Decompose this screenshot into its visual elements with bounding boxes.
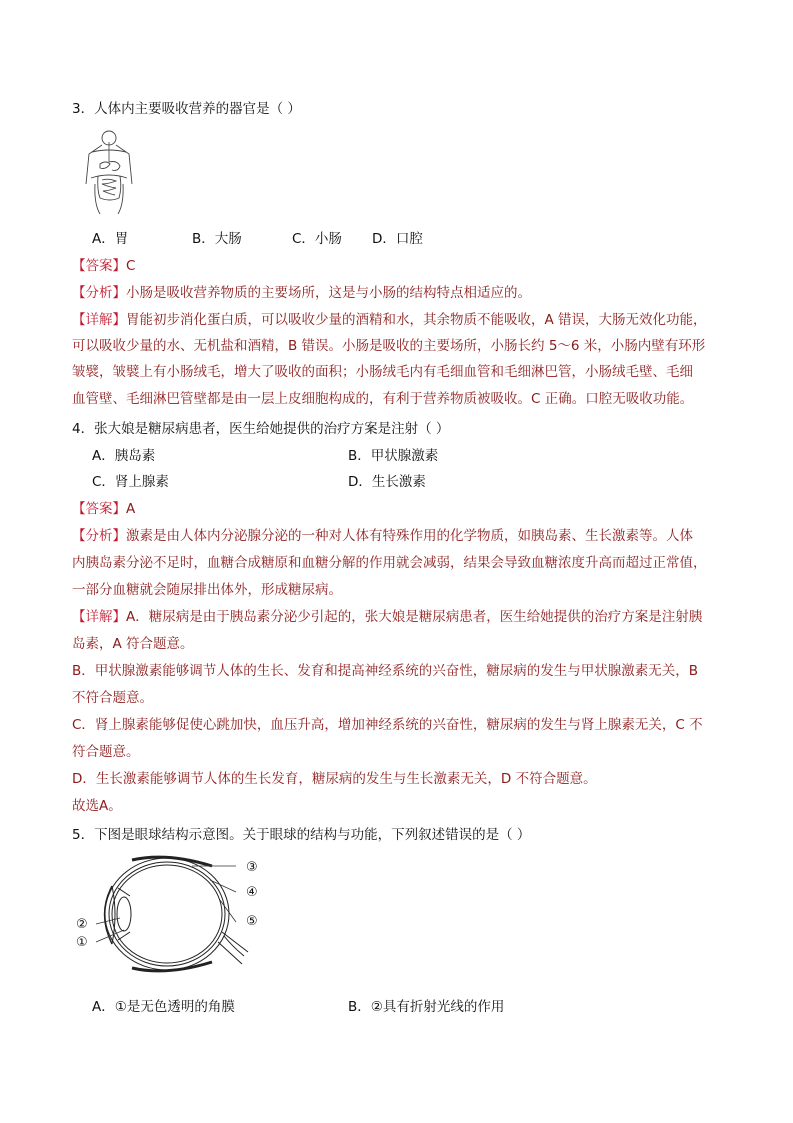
label-4: ④ — [246, 885, 258, 900]
q4-analysis-line-3: 一部分血糖就会随尿排出体外，形成糖尿病。 — [72, 582, 342, 598]
q4-analysis-line-1 — [72, 526, 693, 546]
q3-detail-line-1 — [72, 310, 707, 330]
q4-detail-line-7: D．生长激素能够调节人体的生长发育，糖尿病的发生与生长激素无关，D 不符合题意。 — [72, 771, 597, 787]
question-3-stem: 3．人体内主要吸收营养的器官是（ ） — [72, 101, 301, 117]
q4-detail-line-6: 符合题意。 — [72, 744, 140, 760]
question-4-stem: 4．张大娘是糖尿病患者，医生给她提供的治疗方案是注射（ ） — [72, 421, 450, 437]
question-5-stem: 5．下图是眼球结构示意图。关于眼球的结构与功能，下列叙述错误的是（ ） — [72, 827, 531, 843]
q3-detail-line-4: 血管壁、毛细淋巴管壁都是由一层上皮细胞构成的，有利于营养物质被吸收。C 正确。口腔无吸收功能。 — [72, 391, 694, 407]
q4-option-d: D．生长激素 — [348, 474, 426, 490]
q4-detail-line-1 — [72, 607, 702, 627]
eyeball-diagram — [72, 852, 272, 980]
q4-analysis-text-1: 激素是由人体内分泌腺分泌的一种对人体有特殊作用的化学物质，如胰岛素、生长激素等。人体 — [126, 528, 693, 544]
label-1: ① — [76, 935, 88, 950]
q4-analysis-line-2: 内胰岛素分泌不足时，血糖合成糖原和血糖分解的作用就会减弱，结果会导致血糖浓度升高而超过正常值， — [72, 555, 707, 571]
q4-answer-line — [72, 499, 135, 519]
answer-tag: 【答案】 — [72, 258, 126, 274]
q4-detail-line-4: 不符合题意。 — [72, 690, 153, 706]
q5-option-b: B．②具有折射光线的作用 — [348, 999, 505, 1015]
q3-option-c: C．小肠 — [292, 231, 342, 247]
q3-answer: C — [126, 258, 136, 274]
q4-detail-line-2: 岛素，A 符合题意。 — [72, 636, 194, 652]
analysis-tag: 【分析】 — [72, 528, 126, 544]
q4-detail-line-5: C．肾上腺素能够促使心跳加快，血压升高，增加神经系统的兴奋性，糖尿病的发生与肾上腺素无关，C 不 — [72, 717, 703, 733]
q4-option-c: C．肾上腺素 — [92, 474, 169, 490]
answer-tag: 【答案】 — [72, 501, 126, 517]
q3-answer-line — [72, 256, 135, 276]
q4-detail-line-3: B．甲状腺激素能够调节人体的生长、发育和提高神经系统的兴奋性，糖尿病的发生与甲状腺激素无关，B — [72, 663, 699, 679]
q3-option-b: B．大肠 — [192, 231, 242, 247]
q3-option-d: D．口腔 — [372, 231, 423, 247]
q3-detail-line-2: 可以吸收少量的水、无机盐和酒精，B 错误。小肠是吸收的主要场所，小肠长约 5～6 米，小肠内壁有环形 — [72, 338, 706, 354]
q3-analysis-line — [72, 283, 531, 303]
q5-option-a: A．①是无色透明的角膜 — [92, 999, 235, 1015]
label-3: ③ — [246, 860, 258, 875]
q4-detail-text-1: A．糖尿病是由于胰岛素分泌少引起的，张大娘是糖尿病患者，医生给她提供的治疗方案是注射胰 — [126, 609, 703, 625]
detail-tag: 【详解】 — [72, 609, 126, 625]
label-5: ⑤ — [246, 914, 258, 929]
label-2: ② — [76, 917, 88, 932]
analysis-tag: 【分析】 — [72, 285, 126, 301]
q4-option-b: B．甲状腺激素 — [348, 448, 439, 464]
detail-tag: 【详解】 — [72, 312, 126, 328]
q4-conclusion: 故选A。 — [72, 798, 122, 814]
q4-option-a: A．胰岛素 — [92, 448, 156, 464]
q3-option-a: A．胃 — [92, 231, 129, 247]
q3-detail-line-3: 皱襞，皱襞上有小肠绒毛，增大了吸收的面积；小肠绒毛内有毛细血管和毛细淋巴管，小肠绒毛壁、毛细 — [72, 364, 693, 380]
q4-answer: A — [126, 501, 136, 517]
digestive-system-figure — [82, 128, 136, 214]
q3-detail-text-1: 胃能初步消化蛋白质，可以吸收少量的酒精和水，其余物质不能吸收，A 错误，大肠无效化功能， — [126, 312, 707, 328]
q3-analysis: 小肠是吸收营养物质的主要场所，这是与小肠的结构特点相适应的。 — [126, 285, 531, 301]
